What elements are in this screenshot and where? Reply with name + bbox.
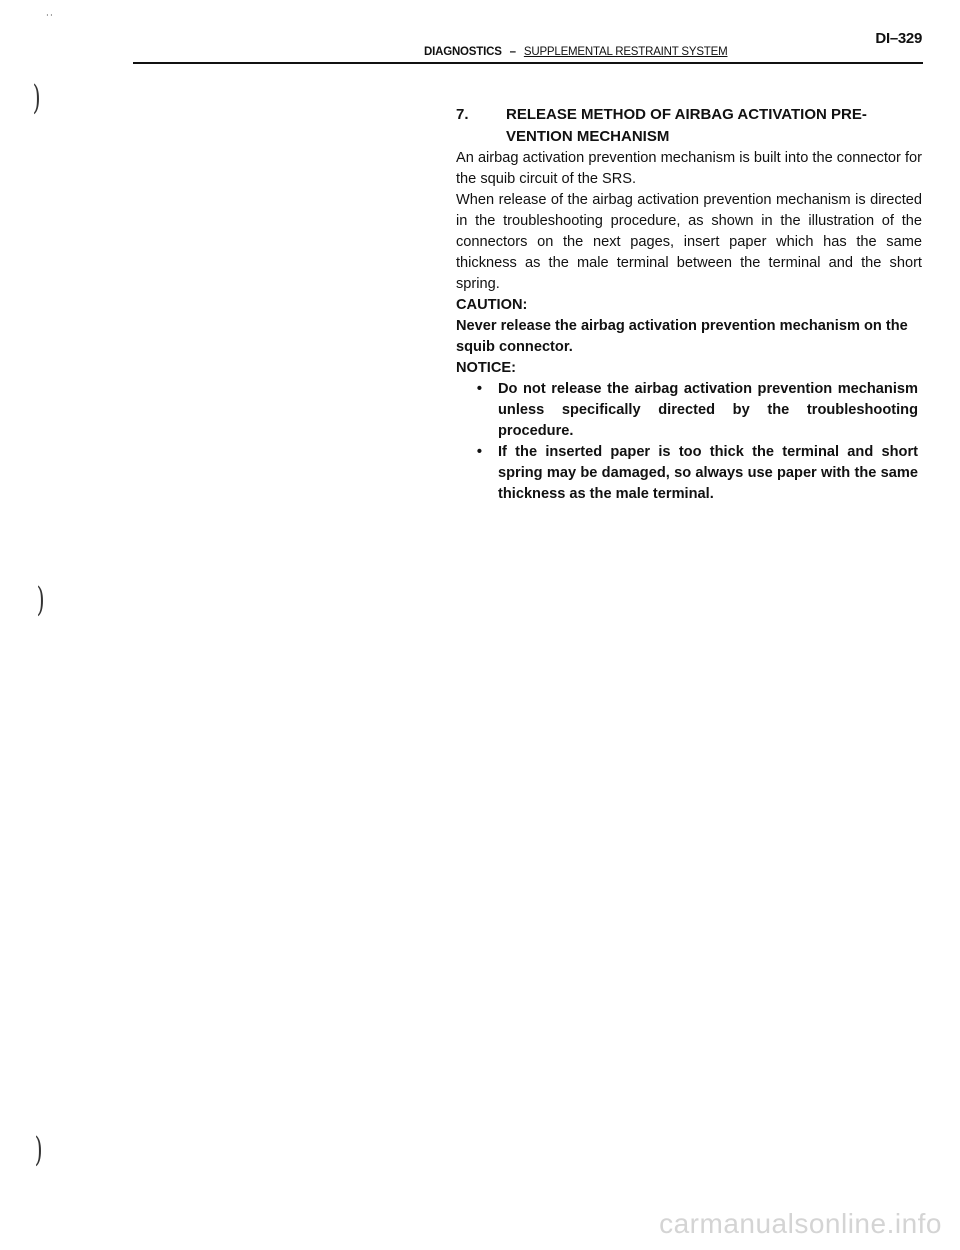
intro-paragraph: An airbag activation prevention mechanism is built into the connector for the squib circuit of the SRS. <box>456 150 922 187</box>
header-separator: – <box>509 46 516 58</box>
bullet-icon: • <box>476 381 482 397</box>
header-rule <box>133 62 923 64</box>
running-header <box>424 46 727 58</box>
notice-item-text: If the inserted paper is too thick the terminal and short spring may be damaged, so always use paper with the same thickness as the male terminal. <box>498 444 918 502</box>
corner-mark: ˙˙ <box>46 12 54 26</box>
content-column <box>456 104 922 505</box>
procedure-paragraph: When release of the airbag activation prevention mechanism is directed in the troubleshooting procedure, as shown in the illustration of the connectors on the next pages, insert paper which has the same thickness as the male terminal between the terminal and the short spring. <box>456 192 922 292</box>
binding-mark-bottom: ) <box>34 1130 43 1170</box>
bullet-icon: • <box>476 444 482 460</box>
notice-item <box>456 442 922 505</box>
binding-mark-top: ) <box>32 78 41 118</box>
section-title <box>456 104 922 148</box>
page-number: DI–329 <box>875 30 922 47</box>
notice-list <box>456 379 922 505</box>
section-title-line-2: VENTION MECHANISM <box>506 128 670 145</box>
notice-item-text: Do not release the airbag activation prevention mechanism unless specifically directed by the troubleshooting procedure. <box>498 381 918 439</box>
caution-text: Never release the airbag activation prevention mechanism on the squib connector. <box>456 318 908 355</box>
header-subsection: SUPPLEMENTAL RESTRAINT SYSTEM <box>523 46 728 58</box>
notice-label: NOTICE: <box>456 360 516 376</box>
watermark: carmanualsonline.info <box>659 1208 942 1239</box>
binding-mark-middle: ) <box>36 580 45 620</box>
section-number: 7. <box>456 106 469 123</box>
section-title-line-1: RELEASE METHOD OF AIRBAG ACTIVATION PRE- <box>506 106 867 123</box>
header-section: DIAGNOSTICS <box>424 46 502 58</box>
notice-item <box>456 379 922 442</box>
caution-label: CAUTION: <box>456 297 528 313</box>
section-title-text <box>506 104 922 148</box>
